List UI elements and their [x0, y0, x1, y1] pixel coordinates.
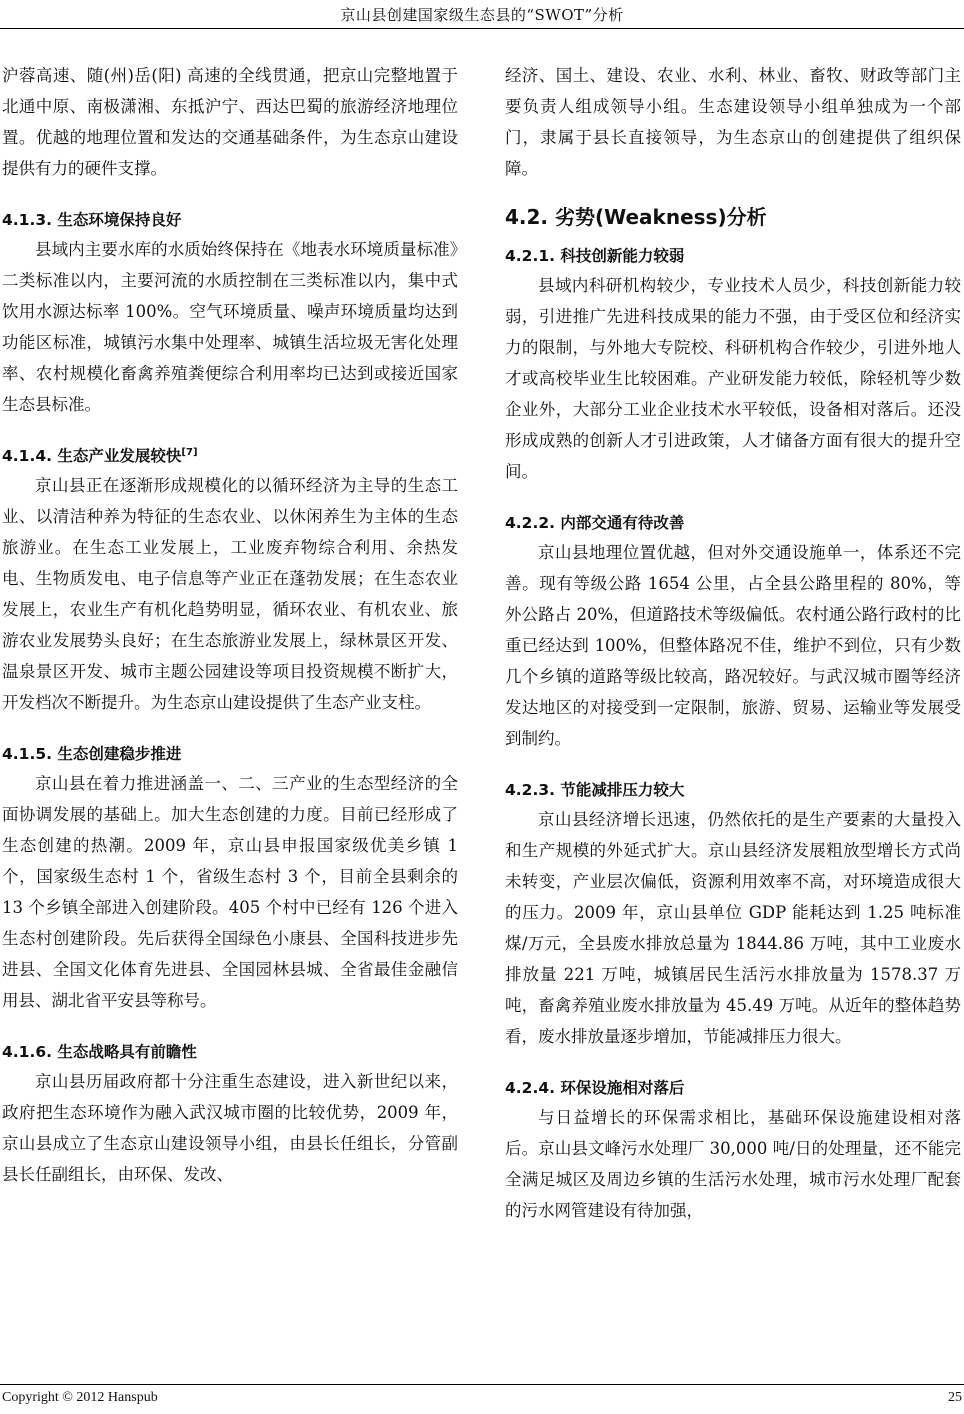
paragraph-4-1-4: 京山县正在逐渐形成规模化的以循环经济为主导的生态工业、以清洁种养为特征的生态农业、以休闲养生为主体的生态旅游业。在生态工业发展上，工业废弃物综合利用、余热发电、生物质发电、电子信息等产业正在蓬勃发展；在生态农业发展上，农业生产有机化趋势明显，循环农业、有机农业、旅游农业发展势头良好；在生态旅游业发展上，绿林景区开发、温泉景区开发、城市主题公园建设等项目投资规模不断扩大，开发档次不断提升。为生态京山建设提供了生态产业支柱。	[2, 476, 458, 712]
paragraph-intro: 沪蓉高速、随(州)岳(阳) 高速的全线贯通，把京山完整地置于北通中原、南极潇湘、东抵沪宁、西达巴蜀的旅游经济地理位置。优越的地理位置和发达的交通基础条件，为生态京山建设提供有力的硬件支撑。	[2, 66, 458, 178]
heading-4-2-3: 4.2.3. 节能减排压力较大	[505, 781, 685, 799]
right-column	[505, 60, 961, 1226]
heading-4-1-4	[2, 442, 458, 470]
heading-4-1-3: 4.1.3. 生态环境保持良好	[2, 211, 182, 229]
left-column	[2, 60, 458, 1190]
paragraph-4-1-6: 京山县历届政府都十分注重生态建设，进入新世纪以来，政府把生态环境作为融入武汉城市圈的比较优势，2009 年，京山县成立了生态京山建设领导小组，由县长任组长，分管副县长任副组长，由环保、发改、	[2, 1072, 458, 1184]
copyright-notice: Copyright © 2012 Hanspub	[2, 1390, 158, 1405]
paragraph-4-1-5: 京山县在着力推进涵盖一、二、三产业的生态型经济的全面协调发展的基础上。加大生态创建的力度。目前已经形成了生态创建的热潮。2009 年，京山县申报国家级优美乡镇 1 个，国家级生态村 1 个，省级生态村 3 个，目前全县剩余的 13 个乡镇全部进入创建阶段。405 个村中已经有 126 个进入生态村创建阶段。先后获得全国绿色小康县、全国科技进步先进县、全国文化体育先进县、全国园林县城、全省最佳金融信用县、湖北省平安县等称号。	[2, 774, 458, 1010]
header-rule	[0, 28, 964, 29]
paragraph-4-1-3: 县域内主要水库的水质始终保持在《地表水环境质量标准》二类标准以内，主要河流的水质控制在三类标准以内，集中式饮用水源达标率 100%。空气环境质量、噪声环境质量均达到功能区标准，城镇污水集中处理率、城镇生活垃圾无害化处理率、农村规模化畜禽养殖粪便综合利用率均已达到或接近国家生态县标准。	[2, 240, 458, 414]
footer-rule	[0, 1384, 964, 1385]
heading-4-2-1: 4.2.1. 科技创新能力较弱	[505, 247, 685, 265]
heading-4-2: 4.2. 劣势(Weakness)分析	[505, 205, 767, 229]
heading-4-1-5: 4.1.5. 生态创建稳步推进	[2, 745, 182, 763]
paragraph-4-2-1: 县域内科研机构较少，专业技术人员少，科技创新能力较弱，引进推广先进科技成果的能力不强，由于受区位和经济实力的限制，与外地大专院校、科研机构合作较少，引进外地人才或高校毕业生比较困难。产业研发能力较低，除轻机等少数企业外，大部分工业企业技术水平较低，设备相对落后。还没形成成熟的创新人才引进政策，人才储备方面有很大的提升空间。	[505, 276, 961, 481]
heading-4-2-4: 4.2.4. 环保设施相对落后	[505, 1079, 685, 1097]
running-title: 京山县创建国家级生态县的“SWOT”分析	[340, 6, 624, 24]
paragraph-4-2-4: 与日益增长的环保需求相比，基础环保设施建设相对落后。京山县文峰污水处理厂 30,000 吨/日的处理量，还不能完全满足城区及周边乡镇的生活污水处理，城市污水处理厂配套的污水网管建设有待加强，	[505, 1108, 961, 1220]
paragraph-continued: 经济、国土、建设、农业、水利、林业、畜牧、财政等部门主要负责人组成领导小组。生态建设领导小组单独成为一个部门，隶属于县长直接领导，为生态京山的创建提供了组织保障。	[505, 66, 961, 178]
heading-4-2-2: 4.2.2. 内部交通有待改善	[505, 514, 685, 532]
heading-4-1-4-text: 4.1.4. 生态产业发展较快	[2, 447, 182, 465]
paragraph-4-2-3: 京山县经济增长迅速，仍然依托的是生产要素的大量投入和生产规模的外延式扩大。京山县经济发展粗放型增长方式尚未转变，产业层次偏低，资源利用效率不高，对环境造成很大的压力。2009 年，京山县单位 GDP 能耗达到 1.25 吨标准煤/万元，全县废水排放总量为 1844.86 万吨，其中工业废水排放量 221 万吨，城镇居民生活污水排放量为 1578.37 万吨，畜禽养殖业废水排放量为 45.49 万吨。从近年的整体趋势看，废水排放量逐步增加，节能减排压力很大。	[505, 810, 961, 1046]
page-number: 25	[948, 1390, 962, 1405]
heading-4-1-6: 4.1.6. 生态战略具有前瞻性	[2, 1043, 197, 1061]
paragraph-4-2-2: 京山县地理位置优越，但对外交通设施单一，体系还不完善。现有等级公路 1654 公里，占全县公路里程的 80%，等外公路占 20%，但道路技术等级偏低。农村通公路行政村的比重已经达到 100%，但整体路况不佳，维护不到位，只有少数几个乡镇的道路等级比较高，路况较好。与武汉城市圈等经济发达地区的对接受到一定限制，旅游、贸易、运输业等发展受到制约。	[505, 543, 961, 748]
citation-ref: [7]	[181, 446, 198, 458]
